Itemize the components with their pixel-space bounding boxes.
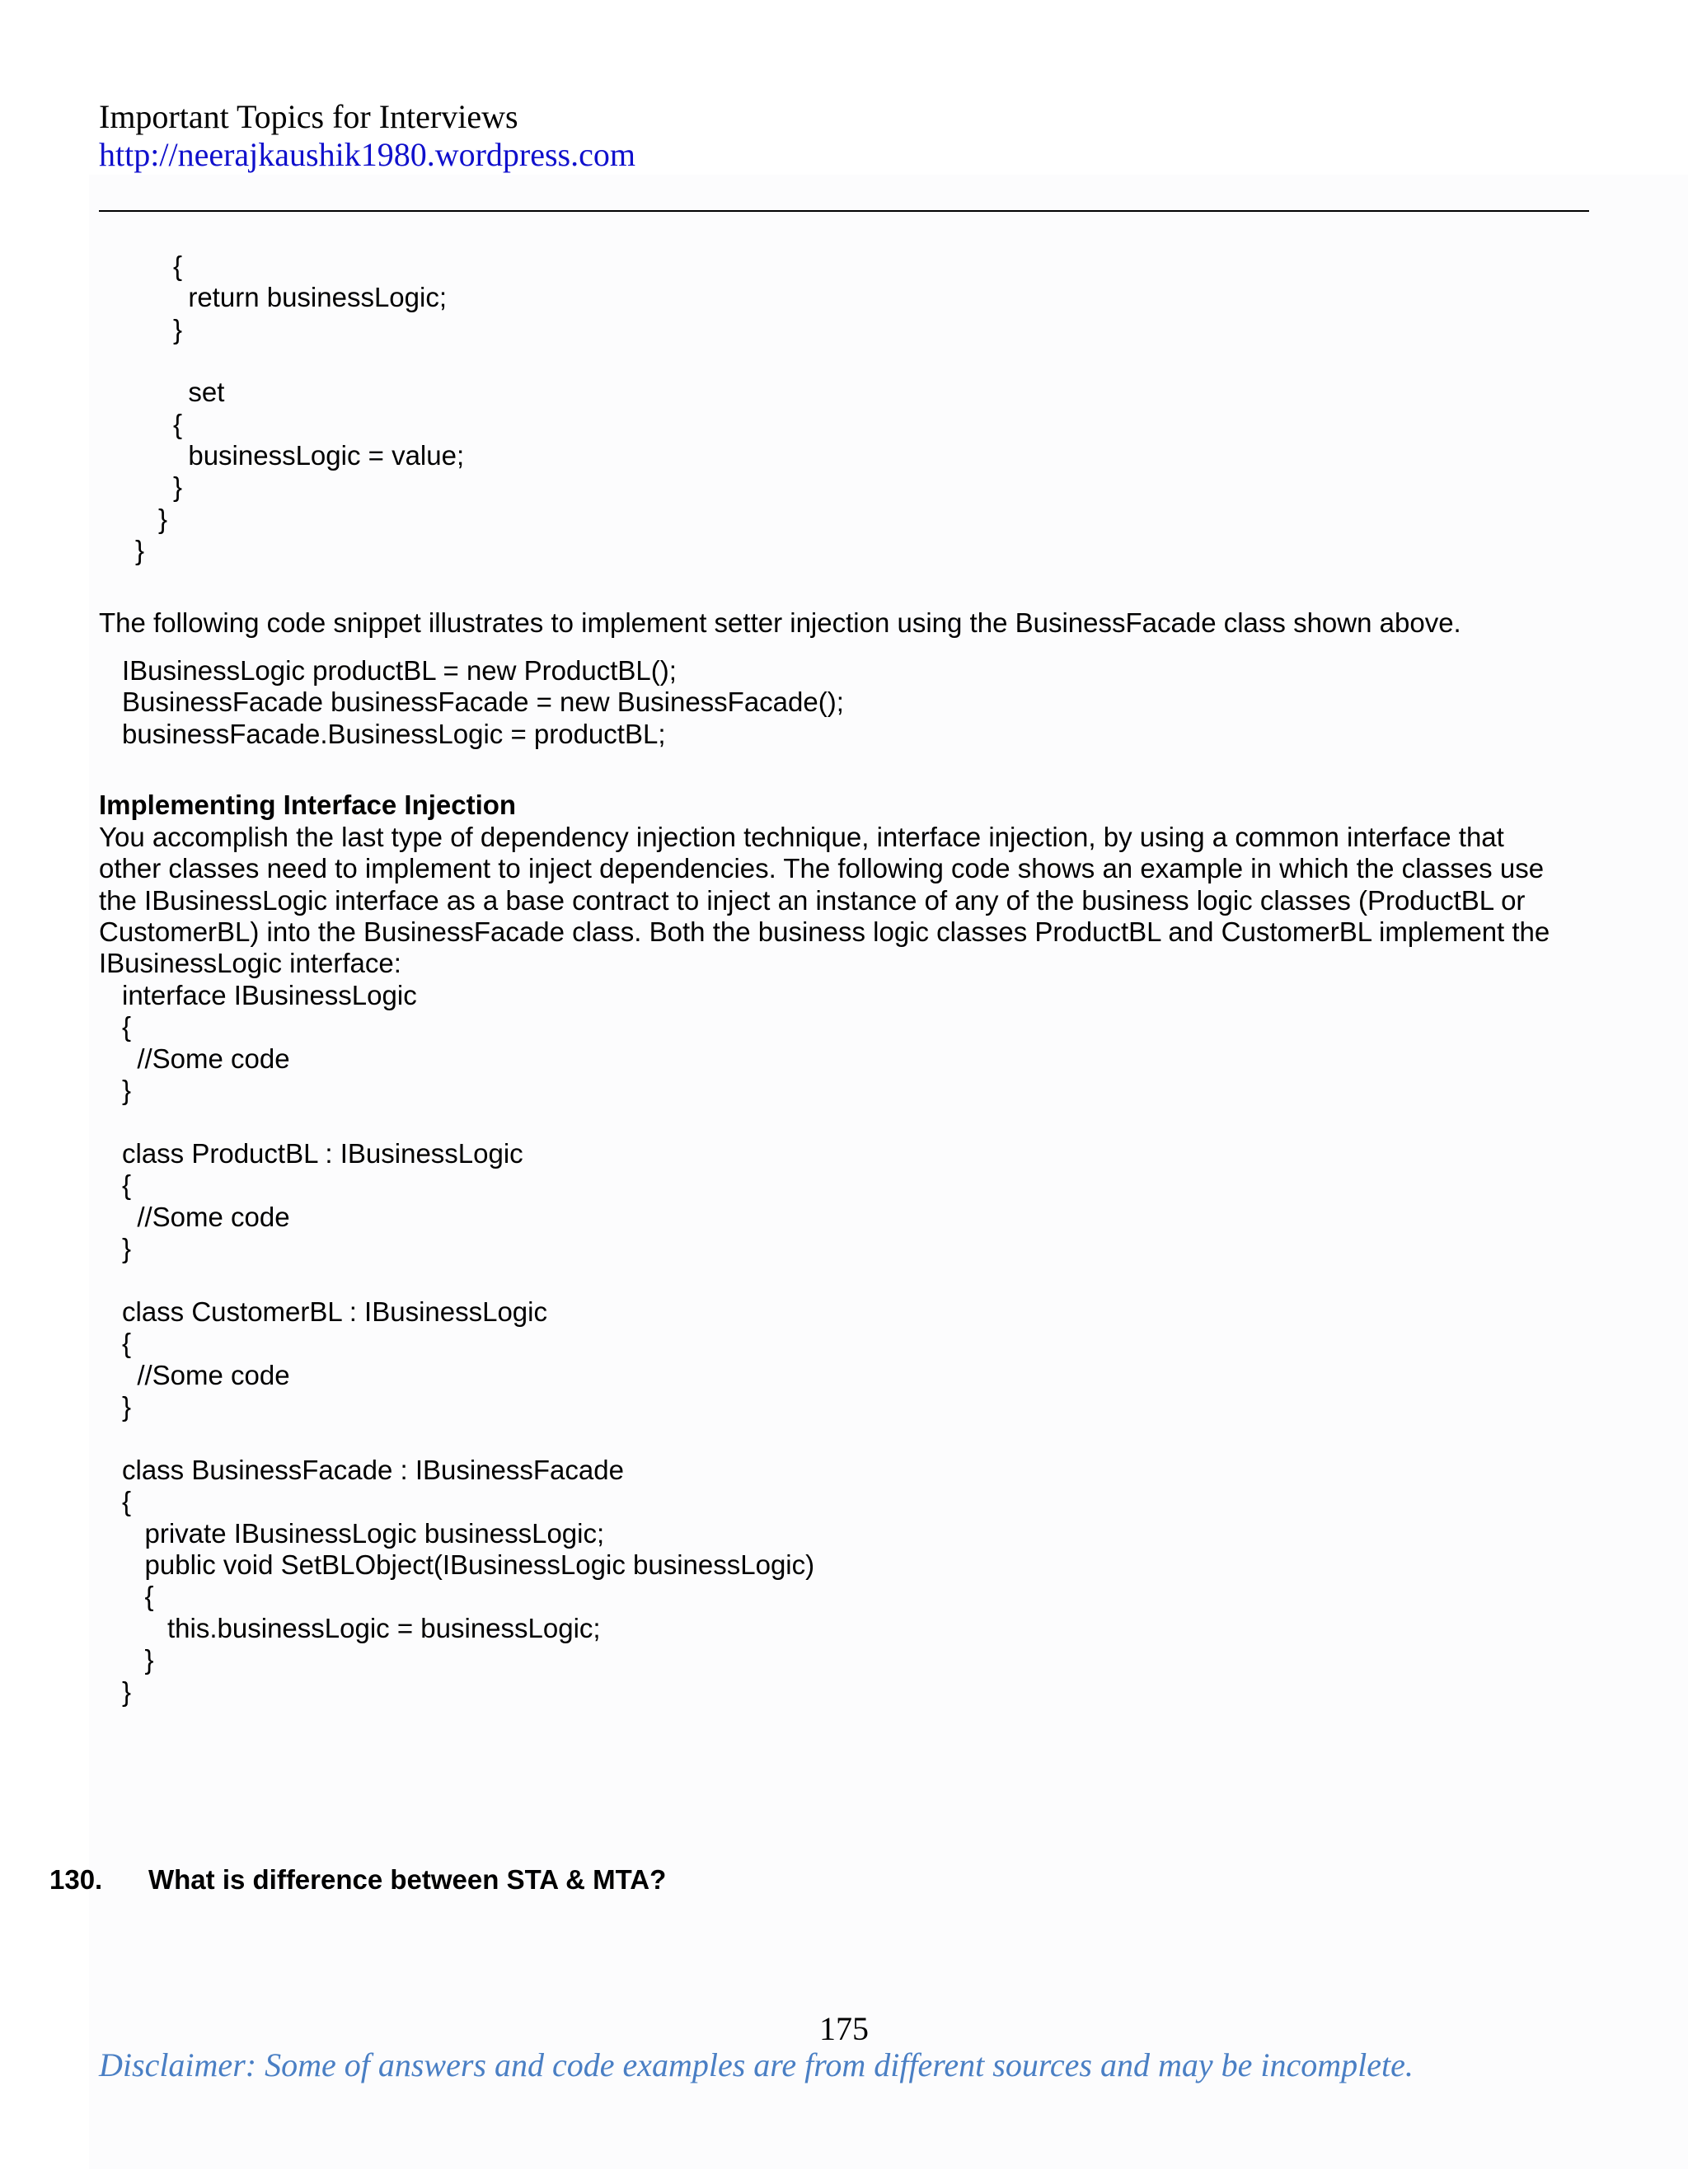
- code-line: {: [122, 1581, 154, 1611]
- code-line: //Some code: [122, 1360, 290, 1390]
- code-line: this.businessLogic = businessLogic;: [122, 1613, 601, 1643]
- code-line: }: [158, 504, 168, 534]
- code-line: businessLogic = value;: [173, 440, 465, 471]
- code-line: {: [122, 1011, 132, 1042]
- paragraph-setter-injection: The following code snippet illustrates to implement setter injection using the BusinessFacade class shown above.: [99, 607, 1461, 638]
- code-line: return businessLogic;: [173, 282, 448, 312]
- question-text: What is difference between STA & MTA?: [148, 1864, 667, 1895]
- code-line: {: [173, 251, 183, 281]
- code-line: //Some code: [122, 1043, 290, 1074]
- code-line: {: [122, 1328, 132, 1358]
- code-line: //Some code: [122, 1202, 290, 1232]
- code-line: class CustomerBL : IBusinessLogic: [122, 1296, 547, 1327]
- code-line: businessFacade.BusinessLogic = productBL;: [122, 719, 666, 749]
- paragraph-line: the IBusinessLogic interface as a base contract to inject an instance of any of the business logic classes (ProductBL or: [99, 885, 1526, 916]
- code-line: class BusinessFacade : IBusinessFacade: [122, 1455, 624, 1485]
- code-line: BusinessFacade businessFacade = new BusinessFacade();: [122, 687, 844, 717]
- paragraph-line: IBusinessLogic interface:: [99, 948, 401, 978]
- code-line: }: [122, 1233, 132, 1263]
- code-line: public void SetBLObject(IBusinessLogic businessLogic): [122, 1549, 815, 1580]
- code-line: {: [122, 1486, 132, 1516]
- code-line: private IBusinessLogic businessLogic;: [122, 1518, 605, 1549]
- paragraph-line: You accomplish the last type of dependency injection technique, interface injection, by using a common interface that: [99, 822, 1504, 852]
- code-line: {: [122, 1169, 132, 1200]
- header-url-link[interactable]: http://neerajkaushik1980.wordpress.com: [99, 136, 635, 173]
- code-line: }: [173, 471, 183, 502]
- section-heading: Implementing Interface Injection: [99, 790, 517, 820]
- code-line: }: [135, 535, 145, 565]
- code-line: }: [173, 314, 183, 344]
- paragraph-line: other classes need to implement to inject dependencies. The following code shows an example in which the classes use: [99, 853, 1545, 883]
- code-line: }: [122, 1391, 132, 1422]
- code-line: interface IBusinessLogic: [122, 980, 417, 1010]
- page-number: 175: [819, 2010, 869, 2047]
- code-line: }: [122, 1676, 132, 1707]
- header-divider: [99, 210, 1589, 212]
- code-line: class ProductBL : IBusinessLogic: [122, 1138, 523, 1169]
- code-line: set: [173, 377, 225, 407]
- header-title: Important Topics for Interviews: [99, 98, 518, 135]
- paragraph-line: CustomerBL) into the BusinessFacade class. Both the business logic classes ProductBL and CustomerBL implement the: [99, 916, 1550, 947]
- code-line: {: [173, 409, 183, 439]
- disclaimer: Disclaimer: Some of answers and code examples are from different sources and may be incomplete.: [99, 2046, 1414, 2083]
- code-line: }: [122, 1644, 154, 1675]
- question-number: 130.: [49, 1864, 103, 1895]
- code-line: IBusinessLogic productBL = new ProductBL();: [122, 655, 677, 686]
- code-line: }: [122, 1075, 132, 1105]
